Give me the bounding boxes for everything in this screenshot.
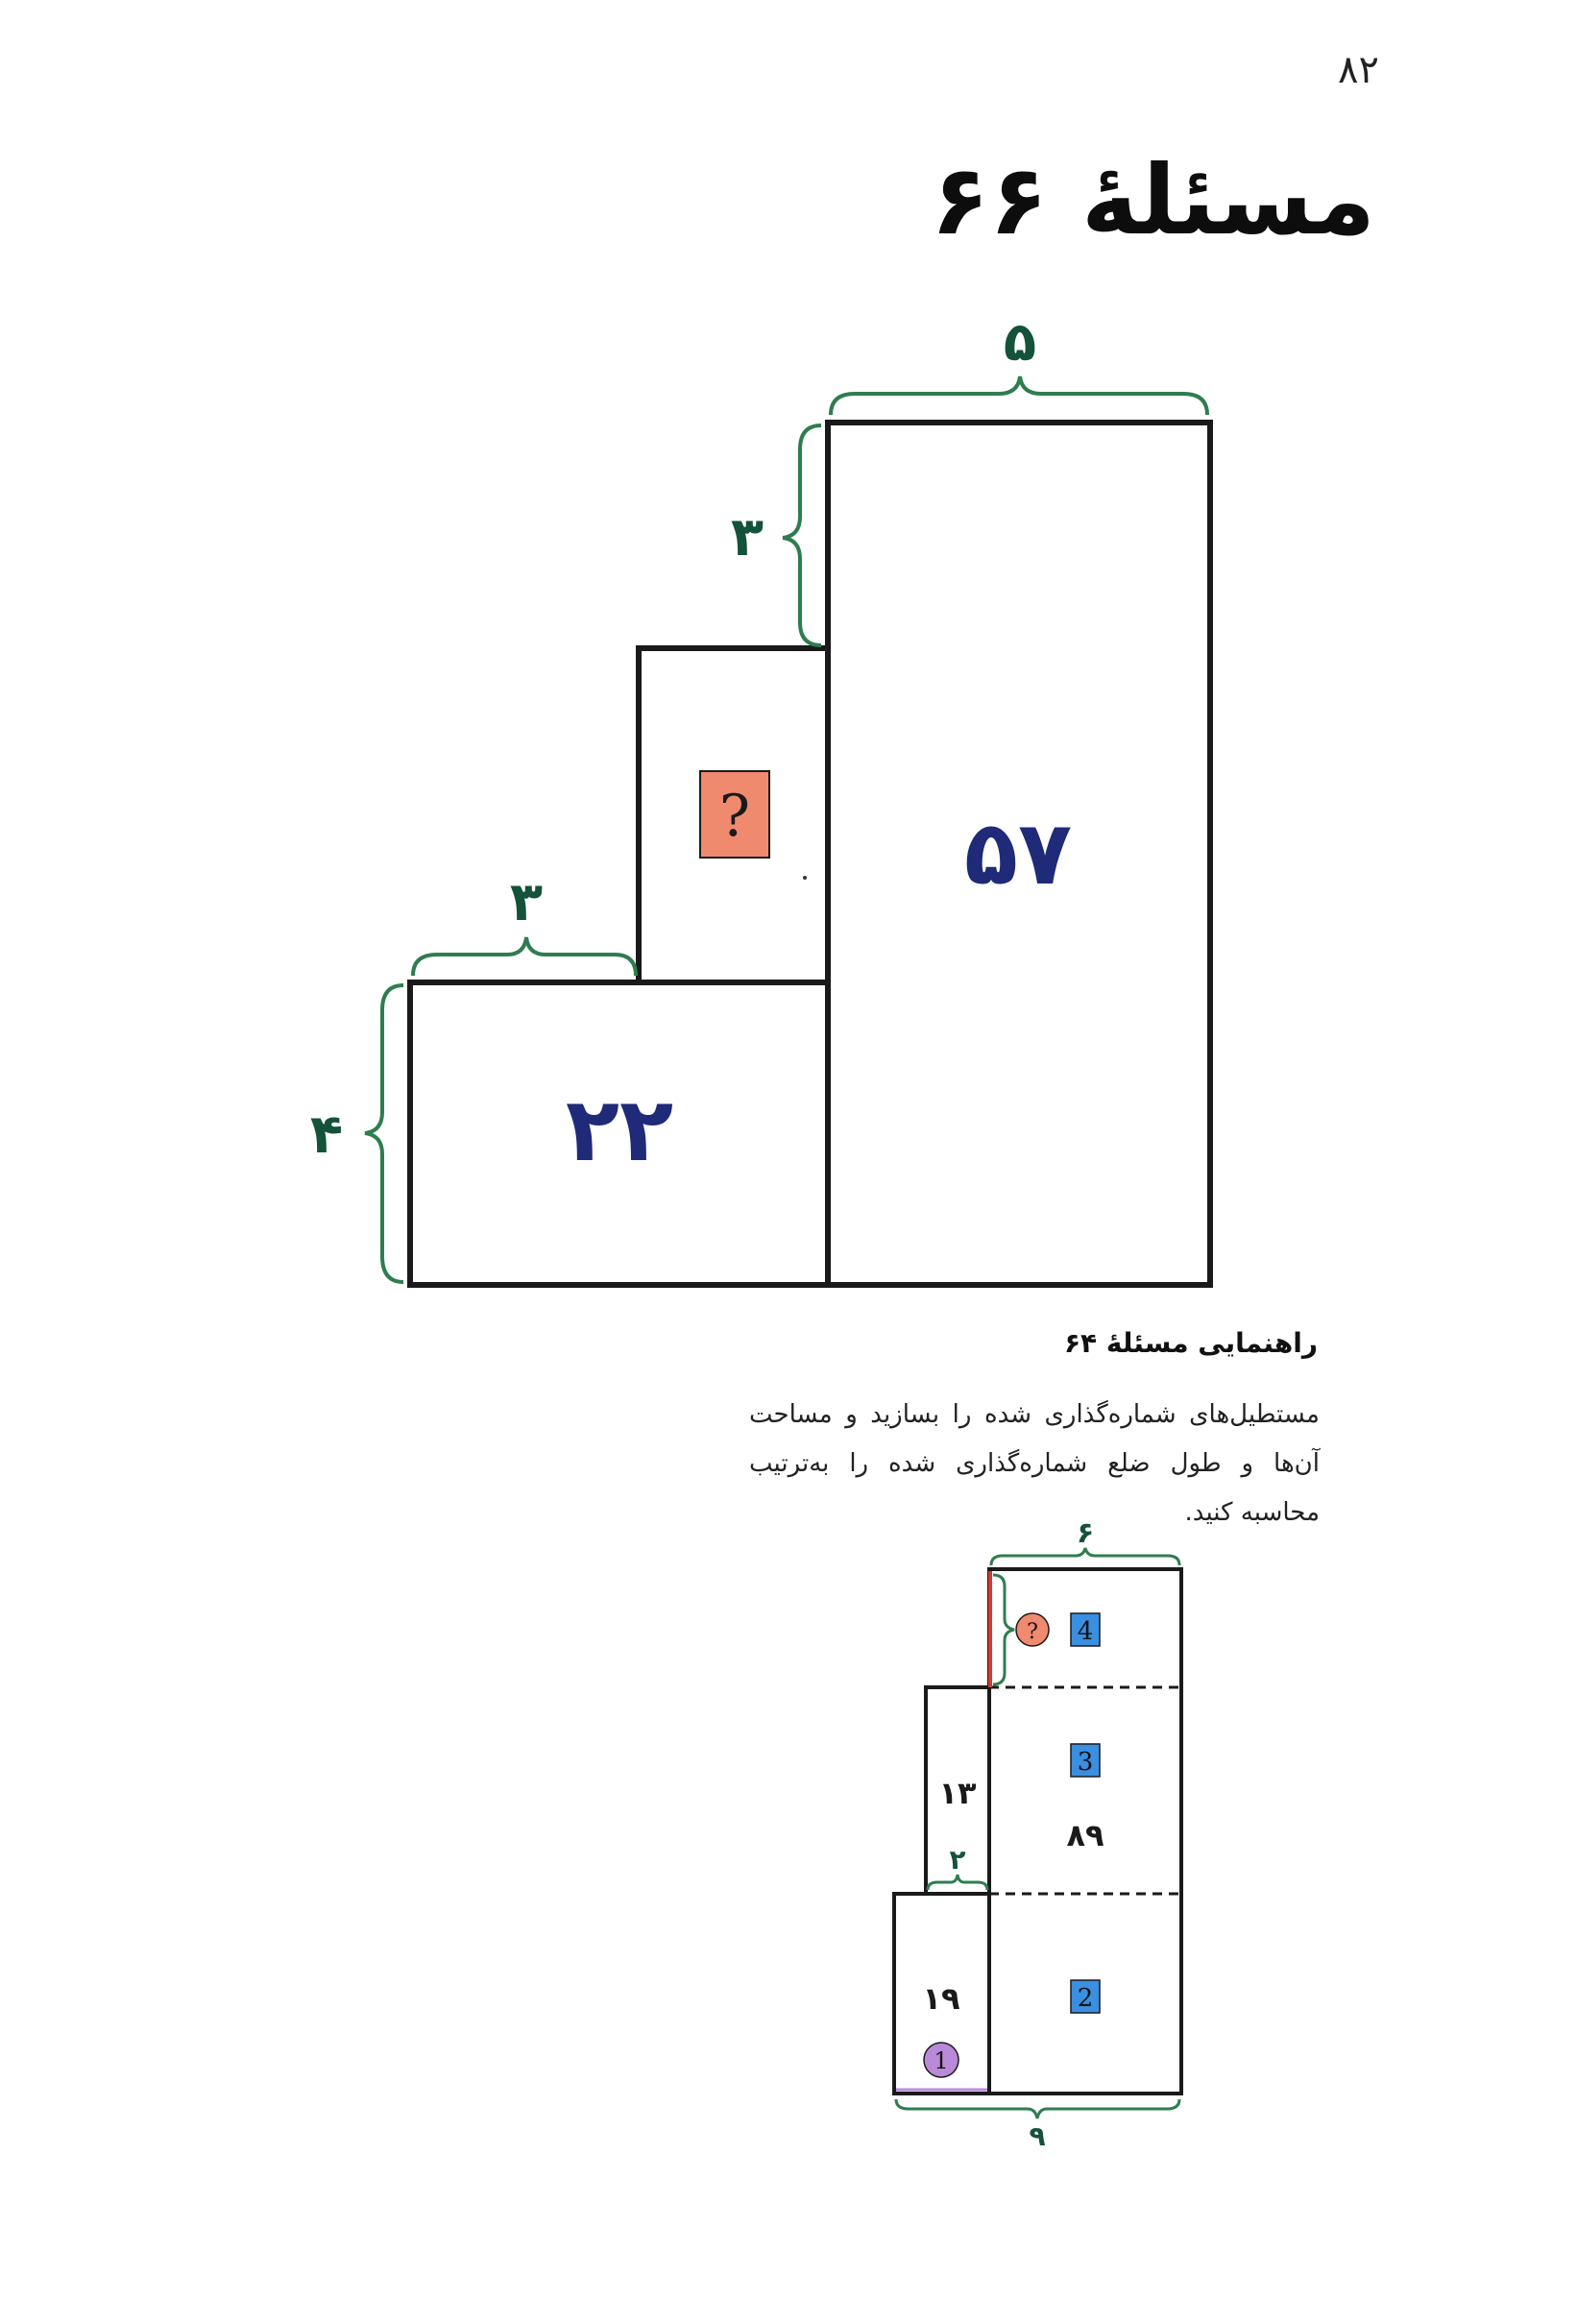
hint-top-label: ۶ [1076,1516,1095,1550]
left-height-label: ۴ [309,1103,344,1166]
step-width-brace [413,937,636,976]
hint-figure [894,1516,1181,2152]
hint-middle-right-area: ۸۹ [1066,1817,1104,1853]
unknown-area-mark: ? [718,783,751,850]
hint-middle-left-area: ۱۳ [938,1775,977,1811]
badge-3-label: 3 [1077,1748,1094,1777]
speck [803,876,807,880]
tall-rect-area: ۵۷ [963,802,1073,905]
badge-2-label: 2 [1077,1984,1094,2013]
page-number: ۸۲ [1338,48,1379,92]
hint-question-brace [993,1575,1014,1684]
step-height-brace [783,425,821,645]
bottom-left-area: ۲۲ [565,1078,674,1181]
hint-bottom-left-area: ۱۹ [922,1980,960,2017]
hint-text: مستطیل‌های شماره‌گذاری شده را بسازید و مساحت آن‌ها و طول ضلع شماره‌گذاری شده را به‌ترتیب محاسبه کنید. [749,1400,1320,1527]
badge-4-label: 4 [1077,1617,1094,1646]
top-width-brace [831,376,1207,415]
problem-title: مسئلهٔ ۶۶ [931,144,1375,256]
step-width-label: ۳ [509,871,544,933]
question-badge-label: ? [1027,1620,1038,1644]
hint-bottom-label: ۹ [1029,2120,1046,2152]
hint-step-label: ۲ [949,1844,966,1876]
hint-top-brace [991,1548,1179,1565]
step-height-label: ۳ [730,506,764,569]
top-width-label: ۵ [1003,311,1037,374]
hint-step-brace [928,1875,987,1890]
hint-title: راهنمایی مسئلهٔ ۶۴ [1063,1327,1318,1359]
hint-bottom-brace [896,2099,1179,2118]
badge-1-label: 1 [934,2047,949,2074]
main-figure [310,311,1210,1285]
left-height-brace [365,985,403,1282]
